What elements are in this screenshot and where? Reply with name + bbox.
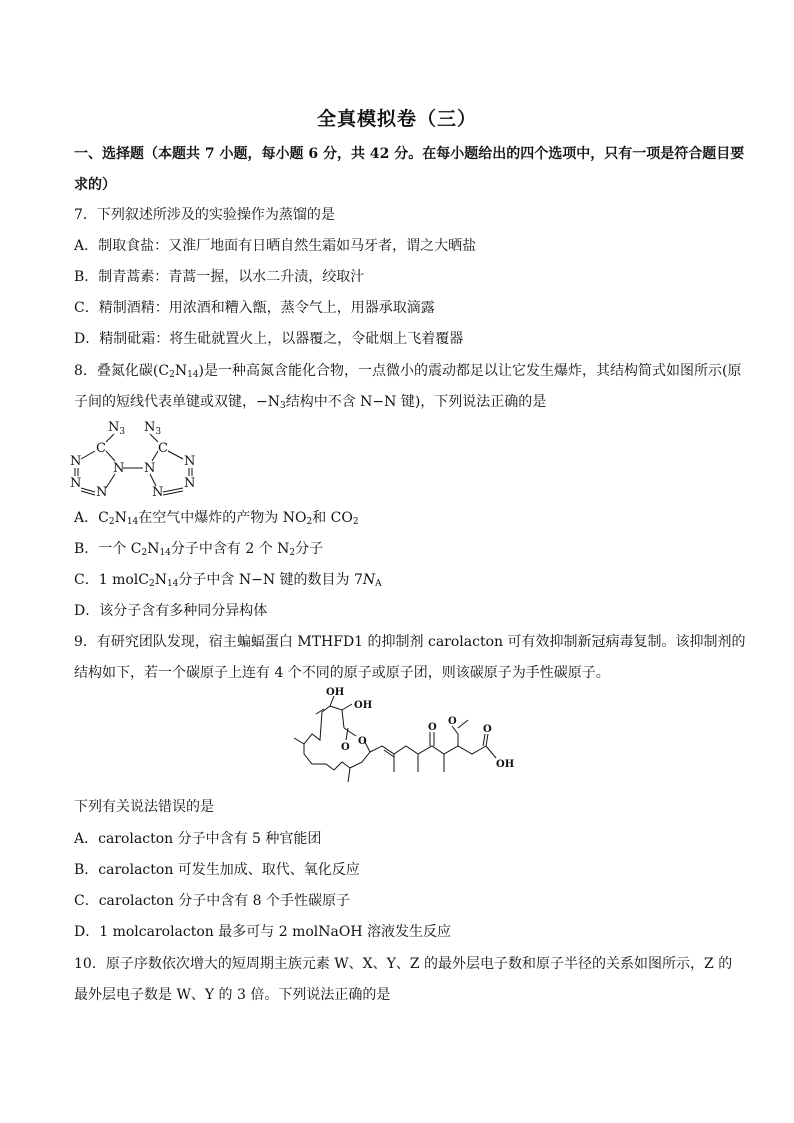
q7-option-c: C．精制酒精：用浓酒和糟入甑，蒸令气上，用器承取滴露 (74, 300, 435, 316)
q7-option-a: A．制取食盐：又淮厂地面有日晒自然生霜如马牙者，谓之大晒盐 (74, 238, 477, 254)
label-o-ketone: O (428, 722, 437, 733)
label-n-right-1: N (184, 454, 196, 469)
label-n-right-2: N (184, 476, 196, 491)
bond (81, 451, 95, 459)
label-n-right-3: N (152, 485, 164, 500)
bond (106, 434, 114, 442)
label-n-left-bridge: N (113, 461, 125, 476)
ring-bond (294, 706, 330, 744)
label-c-right: C (158, 441, 168, 456)
q10-stem-line2: 最外层电子数是 W、Y 的 3 倍。下列说法正确的是 (74, 987, 391, 1003)
carolacton-structure-diagram (282, 684, 522, 794)
label-o-carbonyl: O (341, 742, 350, 753)
q9-option-b: B．carolacton 可发生加成、取代、氧化反应 (74, 862, 360, 878)
label-n-left-1: N (70, 454, 82, 469)
label-o-methoxy: O (448, 716, 457, 727)
q10-stem-line1: 10．原子序数依次增大的短周期主族元素 W、X、Y、Z 的最外层电子数和原子半径的关系如图所示，Z 的 (74, 956, 733, 972)
q8-option-c: C．1 $molC_2N_{14}$分子中含 N−N 键的数目为 $7N_A$ (74, 572, 382, 589)
methoxy-bond (452, 726, 458, 746)
label-oh2: OH (354, 700, 373, 711)
label-n3-right: $N_3$ (144, 420, 162, 437)
bond (106, 474, 115, 488)
label-oh1: OH (326, 687, 345, 698)
bond (152, 451, 158, 461)
q9-stem-line1: 9．有研究团队发现，宿主蝙蝠蛋白 MTHFD1 的抑制剂 carolacton 可有效抑制新冠病毒复制。该抑制剂的 (74, 634, 746, 650)
label-n-left-3: N (96, 485, 108, 500)
ring-bond (330, 704, 352, 710)
section-heading-cont: 求的） (74, 177, 116, 193)
q9-stem-line2: 结构如下，若一个碳原子上连有 4 个不同的原子或原子团，则该碳原子为手性碳原子。 (74, 665, 610, 681)
label-o-acid: O (483, 724, 492, 735)
methoxy-bond (458, 720, 468, 728)
q8-option-b: B．一个 $C_2N_{14}$分子中含有 2 个 $N_2$分子 (74, 541, 324, 558)
q9-option-c: C．carolacton 分子中含有 8 个手性碳原子 (74, 893, 351, 909)
section-heading: 一、选择题（本题共 7 小题，每小题 6 分，共 42 分。在每小题给出的四个选项中，只有一项是符合题目要 (74, 146, 745, 162)
ring-bond (342, 710, 344, 728)
acid-bond (486, 746, 496, 758)
label-n3-left: $N_3$ (108, 420, 126, 437)
q9-question: 下列有关说法错误的是 (74, 799, 214, 815)
bond (106, 451, 115, 461)
label-n-left-2: N (70, 476, 82, 491)
acid-bond (483, 734, 485, 746)
label-o-ring: O (358, 736, 367, 747)
page-title: 全真模拟卷（三） (316, 108, 477, 130)
q8-stem-line2: 子间的短线代表单键或双键，$-N_3$结构中不含 N−N 键)，下列说法正确的是 (74, 394, 547, 411)
bond (168, 451, 183, 459)
label-n-right-bridge: N (144, 461, 156, 476)
q9-option-a: A．carolacton 分子中含有 5 种官能团 (74, 831, 322, 847)
q8-stem-line1: 8．叠氮化碳$(C_2N_{14})$是一种高氮含能化合物，一点微小的震动都足以让它发生爆炸，其结构简式如图所示(原 (74, 363, 742, 380)
q7-stem: 7．下列叙述所涉及的实验操作为蒸馏的是 (74, 207, 335, 223)
q8-option-a: A．$C_2N_{14}$在空气中爆炸的产物为 $NO_2$和 $CO_2$ (74, 510, 359, 527)
c2n14-structure-diagram (66, 416, 206, 508)
q7-option-b: B．制青蒿素：青蒿一握，以水二升渍，绞取汁 (74, 269, 365, 285)
label-oh-acid: OH (496, 759, 515, 770)
q8-option-d: D．该分子含有多种同分异构体 (74, 603, 268, 619)
q7-option-d: D．精制砒霜：将生砒就置火上，以器覆之，令砒烟上飞着覆器 (74, 331, 464, 347)
label-c-left: C (96, 441, 106, 456)
ring-bond (344, 728, 356, 736)
q9-option-d: D．1 molcarolacton 最多可与 2 molNaOH 溶液发生反应 (74, 924, 451, 940)
acid-bond (486, 734, 488, 746)
methyl-bond (348, 768, 350, 782)
